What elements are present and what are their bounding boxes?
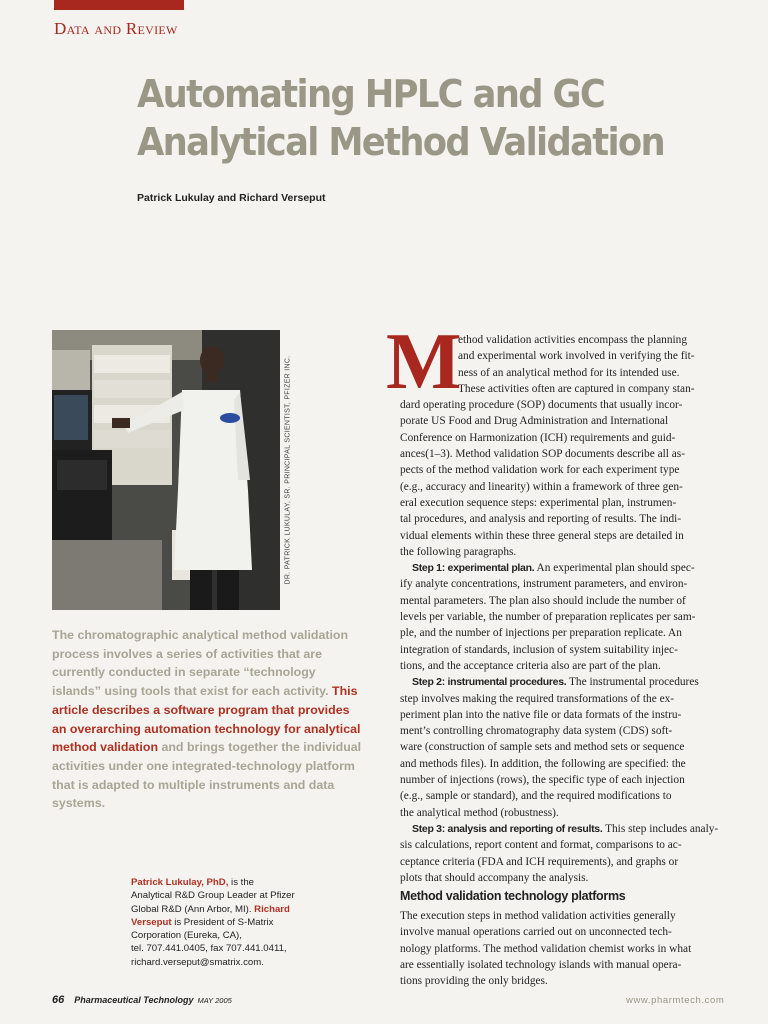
text-line: step involves making the required transformations of the ex- [400,692,675,705]
body-column [400,332,736,886]
text-line: dard operating procedure (SOP) documents that usually incor- [400,399,683,412]
bio-text: is the [228,877,254,888]
text-line: vidual elements within these three general steps are detailed in [400,529,684,542]
text-line: ware (construction of sample sets and method sets or sequence [400,741,685,754]
article-authors: Patrick Lukulay and Richard Verseput [137,192,326,204]
text-line: mental parameters. The plan also should include the number of [400,594,686,607]
text-line: tions, and the acceptance criteria also are part of the plan. [400,659,661,672]
text-line: the following paragraphs. [400,545,517,558]
page-number: 66 [52,994,65,1006]
bio-line-7: richard.verseput@smatrix.com. [131,956,264,968]
text-line: Step 3: analysis and reporting of results. This step includes analy- [412,822,719,835]
text-line: plots that should accompany the analysis. [400,871,589,884]
step-2-paragraph [400,674,736,821]
text-line: number of injections (rows), the specific type of each injection [400,774,685,787]
text-line: integration of standards, inclusion of system suitability injec- [400,643,678,656]
text-line: ple, and the number of injections per preparation replicate. An [400,627,682,640]
intro-paragraph [400,332,736,560]
author-photo [52,330,280,610]
step-3-paragraph [400,821,736,886]
header-accent-bar [54,0,184,10]
text-line: involve manual operations carried out on unconnected tech- [400,926,672,939]
drop-cap: M [386,318,462,406]
bio-line-5: Corporation (Eureka, CA), [131,930,242,942]
text-line: tions providing the only bridges. [400,975,548,988]
issue-date: MAY 2005 [197,996,232,1005]
bio-line-6: tel. 707.441.0405, fax 707.441.0411, [131,943,287,955]
text-line: tal procedures, and analysis and reporting of results. The indi- [400,513,682,526]
bio-line-3 [131,903,331,916]
section-subhead: Method validation technology platforms [400,889,626,903]
text-line: the analytical method (robustness). [400,806,559,819]
step-heading: Step 3: analysis and reporting of results. [412,822,603,835]
text-line: porate US Food and Drug Administration and International [400,415,669,428]
text-line: ness of an analytical method for its intended use. [458,366,680,379]
abstract-part-1: The chromatographic analytical method validation process involves a series of activities that are currently conducted in separate “technology islands” using tools that exist for each activity. [52,628,349,699]
step-1-paragraph [400,560,736,674]
bio-line-2: Analytical R&D Group Leader at Pfizer [131,890,295,902]
bio-text: Global R&D (Ann Arbor, MI). [131,903,255,915]
title-line-1: Automating HPLC and GC [137,72,605,116]
text-line: ances(1–3). Method validation SOP documents describe all as- [400,448,685,461]
bio-author-2a: Richard [254,903,290,915]
bio-text: is President of S-Matrix [171,916,274,928]
footer-url: www.pharmtech.com [626,995,725,1006]
title-line-2: Analytical Method Validation [137,120,665,164]
text-line: ethod validation activities encompass the planning [458,334,688,346]
abstract-highlight: This article describes a software program that provides an overarching automation technology for analytical method validation [52,684,361,755]
text-line: (e.g., accuracy and linearity) within a framework of three gen- [400,480,683,493]
bio-line-1 [131,876,331,889]
text-line: ify analyte concentrations, instrument parameters, and environ- [400,578,688,591]
abstract-part-2: and brings together the individual activities under one integrated-technology platform that is adapted to multiple instruments and data systems. [52,740,362,811]
text-line: nology platforms. The method validation chemist works in what [400,942,692,955]
photo-credit [283,330,293,610]
text-line: ment’s controlling chromatography data system (CDS) soft- [400,725,673,738]
text-line: The execution steps in method validation activities generally [400,910,676,922]
text-line: eral execution sequence steps: experimental plan, instrumen- [400,496,677,509]
journal-name: Pharmaceutical Technology [74,995,194,1005]
step-heading: Step 1: experimental plan. [412,562,535,575]
footer-left [52,994,232,1006]
text-line: periment plan into the native file or data formats of the instru- [400,708,682,721]
text-line: Conference on Harmonization (ICH) requirements and guid- [400,431,676,444]
bio-author-2b: Verseput [131,916,172,928]
text-line: These activities often are captured in company stan- [458,382,695,395]
text-line: Step 1: experimental plan. An experimental plan should spec- [412,562,695,575]
section-label: Data and Review [54,19,178,38]
photo-credit-text: DR. PATRICK LUKULAY, SR. PRINCIPAL SCIENTIST, PFIZER INC. [284,355,292,585]
text-line: pects of the method validation work for each experiment type [400,464,680,477]
text-line: (e.g., sample or standard), and the required modifications to [400,790,672,803]
article-abstract [52,626,364,813]
text-line: and experimental work involved in verifying the fit- [458,350,695,363]
text-line: levels per variable, the number of preparation replicates per sam- [400,611,696,624]
text-line: Step 2: instrumental procedures. The instrumental procedures [412,676,699,689]
article-title [137,70,732,166]
author-bio [131,876,331,969]
text-line: are essentially isolated technology islands with manual opera- [400,958,682,971]
text-line: and methods files). In addition, the following are specified: the [400,757,686,770]
text-line: sis calculations, report content and format, comparisons to ac- [400,839,682,852]
text-line: ceptance criteria (FDA and ICH requirements), and graphs or [400,855,679,868]
step-heading: Step 2: instrumental procedures. [412,676,567,689]
bio-author-1: Patrick Lukulay, PhD, [131,877,229,888]
bio-line-4 [131,916,331,929]
platforms-paragraph [400,908,736,989]
